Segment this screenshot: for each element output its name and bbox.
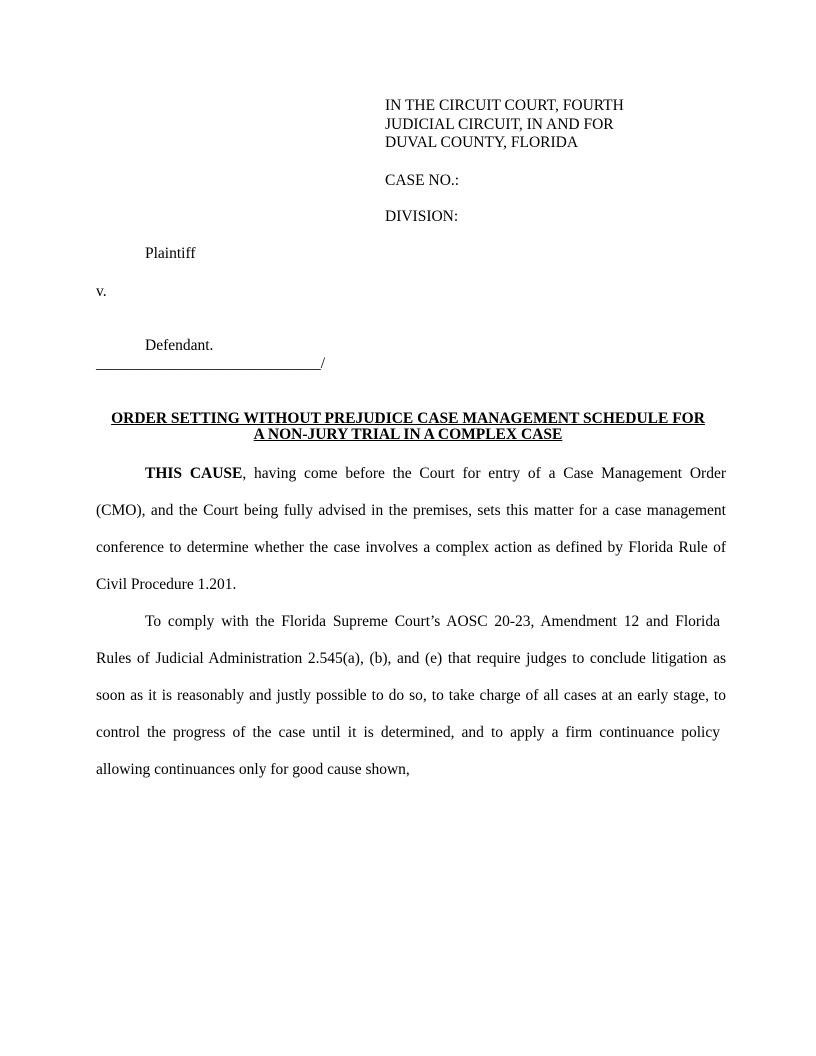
paragraph-2-line-2: Rules of Judicial Administration 2.545(a), (b), and (e) that require judges to conclude litigation as [96, 650, 726, 667]
versus-label: v. [96, 283, 107, 300]
plaintiff-label: Plaintiff [145, 245, 196, 262]
court-line-3: DUVAL COUNTY, FLORIDA [385, 134, 579, 151]
caption-signature-line: _____________________________/ [96, 355, 326, 372]
paragraph-1-line-3: conference to determine whether the case involves a complex action as defined by Florida Rule of [96, 539, 726, 556]
order-title [96, 411, 720, 443]
paragraph-2-line-5: allowing continuances only for good cause shown, [96, 761, 410, 778]
order-title-line-1: ORDER SETTING WITHOUT PREJUDICE CASE MANAGEMENT SCHEDULE FOR [111, 410, 705, 427]
paragraph-1-line-1 [96, 465, 726, 483]
paragraph-1-line-2: (CMO), and the Court being fully advised in the premises, sets this matter for a case management [96, 502, 726, 519]
division-label: DIVISION: [385, 208, 459, 225]
case-number-label: CASE NO.: [385, 172, 460, 189]
this-cause-lead: THIS CAUSE [145, 465, 243, 482]
court-line-1: IN THE CIRCUIT COURT, FOURTH [385, 97, 624, 114]
paragraph-1-line-1-rest: , having come before the Court for entry of a Case Management Order [242, 465, 727, 482]
paragraph-1-line-4: Civil Procedure 1.201. [96, 576, 237, 593]
court-caption [385, 97, 624, 153]
order-title-line-2: A NON-JURY TRIAL IN A COMPLEX CASE [253, 426, 563, 443]
paragraph-2-line-4: control the progress of the case until it is determined, and to apply a firm continuance policy [96, 724, 720, 741]
paragraph-2-line-1: To comply with the Florida Supreme Court’s AOSC 20-23, Amendment 12 and Florida [145, 613, 720, 630]
court-line-2: JUDICIAL CIRCUIT, IN AND FOR [385, 115, 614, 133]
defendant-label: Defendant. [145, 337, 214, 354]
paragraph-2-line-3: soon as it is reasonably and justly possible to do so, to take charge of all cases at an early stage, to [96, 687, 726, 704]
